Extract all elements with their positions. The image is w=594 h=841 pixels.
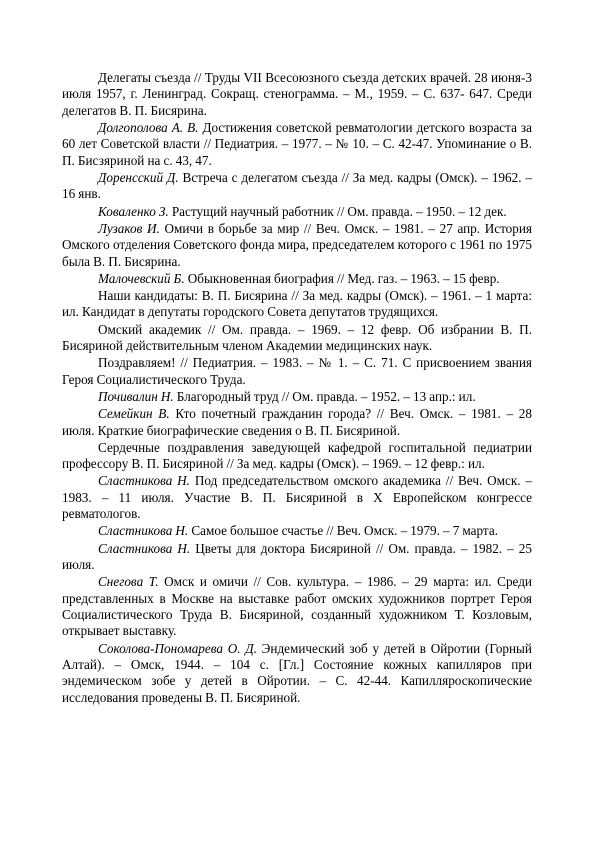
entry-text: Поздравляем! // Педиатрия. – 1983. – № 1. – С. 71. С присвоением звания Героя Социалистического Труда. — [62, 355, 532, 387]
entry-author: Малочевский Б. — [98, 270, 185, 286]
entry-author: Долгополова А. В. — [98, 120, 199, 136]
entry-text: Кто почетный гражданин города? // Веч. Омск. – 1981. – 28 июля. Краткие биографические сведения о В. П. Бисяриной. — [62, 406, 532, 438]
entry-text: Эндемический зоб у детей в Ойротии (Горный Алтай). – Омск, 1944. – 104 с. [Гл.] Состояние кожных капилляров при эндемическом зобе у детей в Ойротии. – С. 42-44. Капилляроскопические исследования проведены В. П. Бисяриной. — [62, 640, 532, 705]
bibliography-entry — [62, 204, 532, 220]
entry-author: Почивалин Н. — [98, 388, 174, 404]
entry-author: Семейкин В. — [98, 406, 170, 422]
entry-author: Доренсский Д. — [98, 170, 179, 186]
entry-text: Самое большое счастье // Веч. Омск. – 1979. – 7 марта. — [188, 523, 499, 539]
entry-author: Коваленко З. — [98, 203, 169, 219]
entry-text: Сердечные поздравления заведующей кафедрой госпитальной педиатрии профессору В. П. Бисяриной // За мед. кадры (Омск). – 1969. – 12 февр.: ил. — [62, 439, 532, 472]
entry-text: Наши кандидаты: В. П. Бисярина // За мед. кадры (Омск). – 1961. – 1 марта: ил. Кандидат в депутаты городского Совета депутатов трудящихся. — [62, 288, 532, 320]
entry-text: Омск и омичи // Сов. культура. – 1986. – 29 марта: ил. Среди представленных в Москве на выставке работ омских художников портрет Героя Социалистического Труда В. Бисяриной, созданный художником Т. Козловым, открывает выставку. — [62, 574, 532, 639]
entry-text: Цветы для доктора Бисяриной // Ом. правда. – 1982. – 25 июля. — [62, 540, 532, 572]
bibliography-entry — [62, 641, 532, 707]
bibliography-entry — [62, 70, 532, 119]
entry-author: Сластникова Н. — [98, 523, 189, 539]
bibliography-entry — [62, 389, 532, 405]
entry-text: Растущий научный работник // Ом. правда. – 1950. – 12 дек. — [168, 203, 507, 219]
bibliography-entry — [62, 288, 532, 321]
bibliography-page — [62, 70, 532, 707]
bibliography-entry — [62, 271, 532, 287]
entry-text: Омичи в борьбе за мир // Веч. Омск. – 1981. – 27 апр. История Омского отделения Советского фонда мира, председателем которого с 1961 по 1975 была В. П. Бисярина. — [62, 220, 532, 269]
entry-text: Встреча с делегатом съезда // За мед. кадры (Омск). – 1962. – 16 янв. — [62, 170, 532, 202]
bibliography-entry — [62, 322, 532, 355]
entry-text: Омский академик // Ом. правда. – 1969. – 12 февр. Об избрании В. П. Бисяриной действительным членом Академии медицинских наук. — [62, 321, 532, 354]
bibliography-entry — [62, 355, 532, 388]
entry-text: Достижения советской ревматологии детского возраста за 60 лет Советской власти // Педиатрия. – 1977. – № 10. – С. 42-47. Упоминание о В. П. Бисзяриной на с. 43, 47. — [62, 120, 532, 168]
entry-text: Под председательством омского академика // Веч. Омск. – 1983. – 11 июля. Участие В. П. Бисяриной в X Европейском конгрессе ревматологов. — [62, 473, 532, 522]
entry-text: Благородный труд // Ом. правда. – 1952. – 13 апр.: ил. — [173, 388, 476, 404]
entry-author: Снегова Т. — [98, 574, 159, 590]
bibliography-entry — [62, 440, 532, 473]
bibliography-entry — [62, 523, 532, 539]
bibliography-entry — [62, 541, 532, 574]
entry-author: Соколова-Пономарева О. Д. — [98, 640, 257, 656]
entry-text: Обыкновенная биография // Мед. газ. – 1963. – 15 февр. — [184, 270, 500, 286]
bibliography-entry — [62, 221, 532, 270]
bibliography-entry — [62, 574, 532, 640]
bibliography-entry — [62, 473, 532, 522]
bibliography-entry — [62, 120, 532, 169]
entry-author: Сластникова Н. — [98, 540, 191, 556]
bibliography-entry — [62, 406, 532, 439]
entry-text: Делегаты съезда // Труды VII Всесоюзного съезда детских врачей. 28 июня-3 июля 1957, г. Ленинград. Сокращ. стенограмма. – М., 1959. – С. 637- 647. Среди делегатов В. П. Бисярина. — [62, 70, 532, 118]
entry-author: Сластникова Н. — [98, 473, 190, 489]
bibliography-entry — [62, 170, 532, 203]
entry-author: Лузаков И. — [98, 220, 160, 236]
